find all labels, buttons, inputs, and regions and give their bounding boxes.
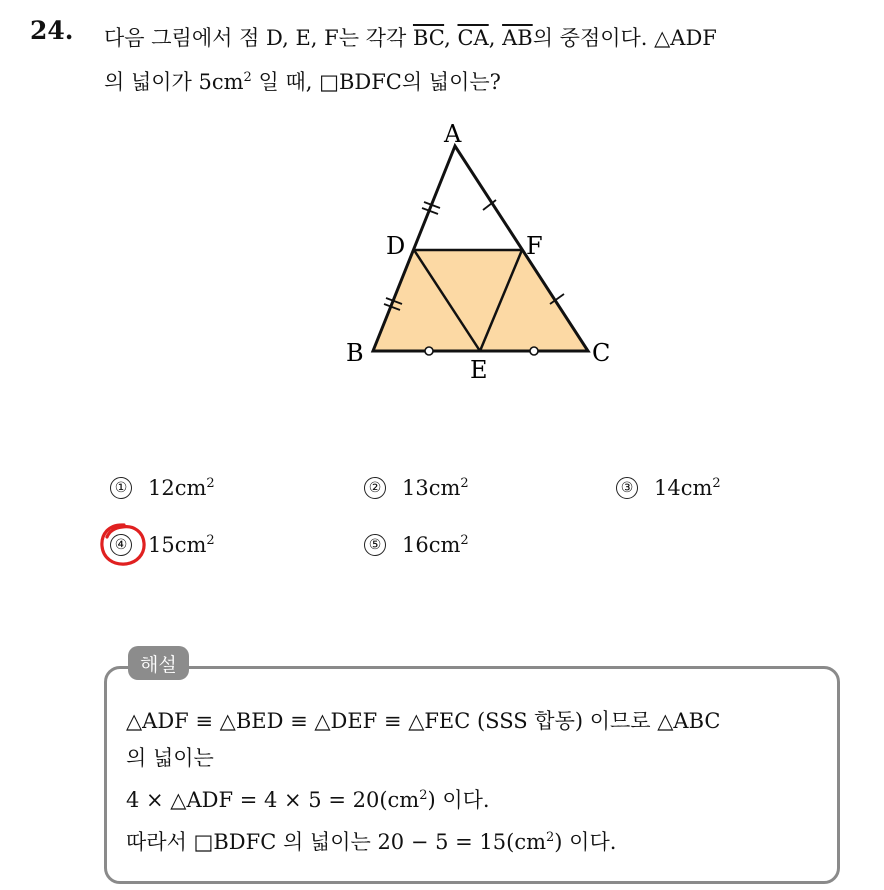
choice-number: ③: [616, 477, 638, 499]
solution-line-2: 의 넓이는: [126, 746, 214, 770]
solution-text: [126, 703, 832, 861]
choice-value: $16cm^2$: [402, 533, 469, 557]
question-line-2: [104, 58, 874, 102]
choice-number: ④: [110, 534, 132, 556]
solution-line-3: 4 × △ADF = $4 \times 5 = 20(cm^2)$ 이다.: [126, 788, 490, 812]
question-text-part: 의 넓이가 5cm: [104, 70, 244, 94]
choice-value: $14cm^2$: [654, 476, 721, 500]
separator: ,: [488, 26, 496, 50]
circle-mark-be: [425, 347, 433, 355]
label-e: E: [470, 356, 488, 384]
choice-number: ①: [110, 477, 132, 499]
question-line-1: [104, 18, 874, 58]
label-c: C: [592, 339, 611, 367]
choice-5[interactable]: [364, 533, 469, 557]
label-f: F: [526, 232, 543, 260]
segment-ab: $\overline{AB}$: [502, 26, 533, 50]
question-text-part: 일 때, □BDFC의 넓이는?: [258, 70, 501, 94]
answer-circle-mark: [96, 519, 152, 571]
question-number: 24.: [30, 16, 74, 45]
choice-value: $13cm^2$: [402, 476, 469, 500]
choice-1[interactable]: [110, 476, 215, 500]
solution-tag: 해설: [128, 646, 189, 680]
choice-2[interactable]: [364, 476, 469, 500]
choice-number: ②: [364, 477, 386, 499]
solution-line-4: 따라서 □BDFC 의 넓이는 $20 - 5 = 15(cm^2)$ 이다.: [126, 830, 617, 854]
question-text-part: 다음 그림에서 점 D, E, F는 각각: [104, 26, 407, 50]
choice-value: $12cm^2$: [148, 476, 215, 500]
segment-ca: $\overline{CA}$: [457, 26, 489, 50]
label-b: B: [346, 339, 364, 367]
label-d: D: [386, 232, 406, 260]
choice-number: ⑤: [364, 534, 386, 556]
choice-value: $15cm^2$: [148, 533, 215, 557]
label-a: A: [444, 120, 462, 148]
circle-mark-ec: [530, 347, 538, 355]
separator: ,: [444, 26, 451, 50]
segment-bc: $\overline{BC}$: [412, 26, 445, 50]
question-text: [104, 18, 874, 102]
solution-line-1: △ADF ≡ △BED ≡ △DEF ≡ △FEC (SSS 합동) 이므로 △ABC: [126, 709, 721, 733]
superscript: 2: [243, 70, 252, 85]
choice-3[interactable]: [616, 476, 721, 500]
triangle-figure: [330, 112, 630, 392]
question-text-part: 의 중점이다. △ADF: [532, 26, 717, 50]
